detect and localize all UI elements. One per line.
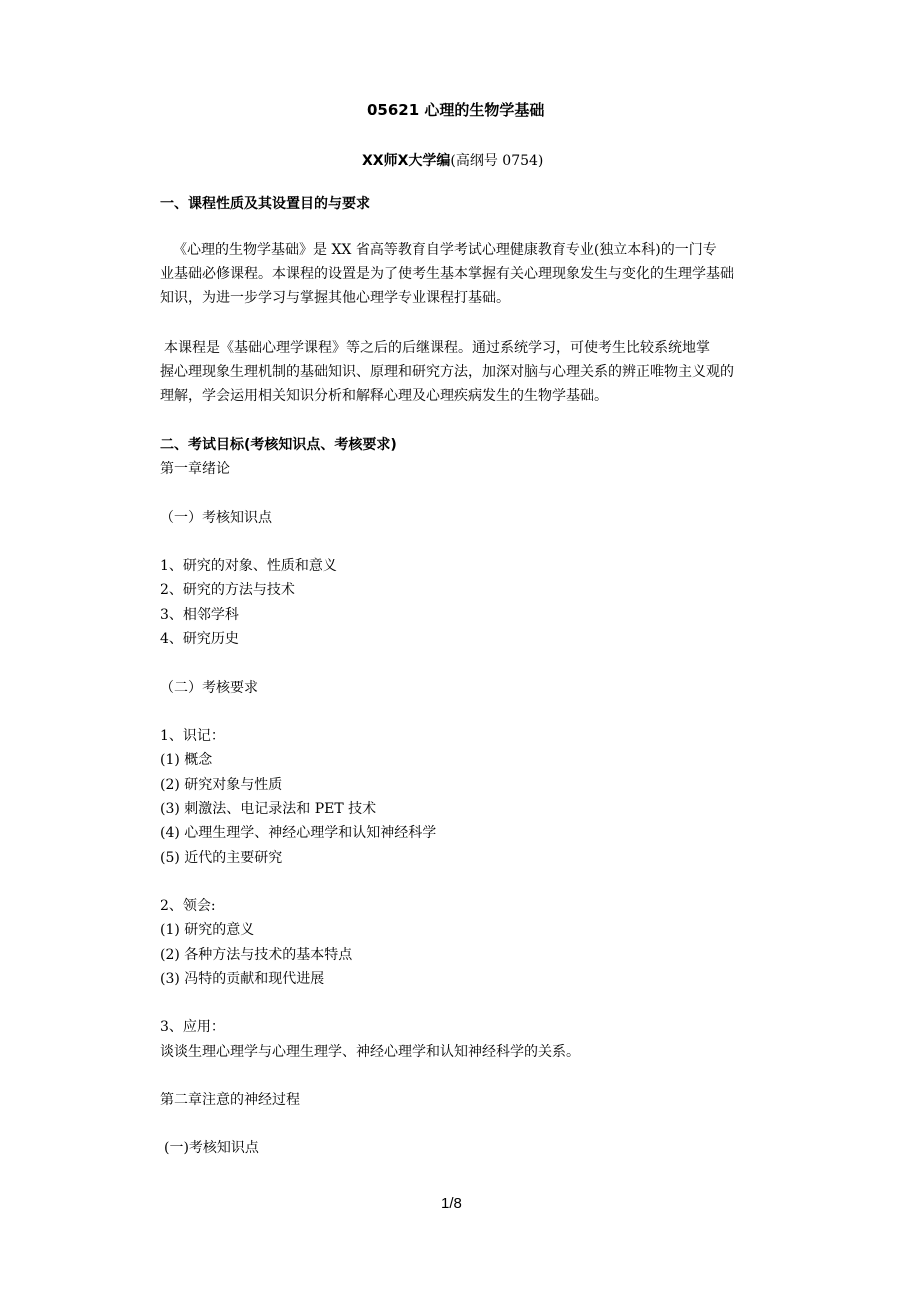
paragraph-line: 本课程是《基础心理学课程》等之后的后继课程。通过系统学习，可使考生比较系统地掌 (164, 340, 710, 356)
chapter1-req-heading: （二）考核要求 (160, 680, 258, 696)
page-number: 1/8 (441, 1195, 462, 1212)
chapter1-title: 第一章绪论 (160, 461, 230, 477)
understand-item: (3) 冯特的贡献和现代进展 (160, 971, 325, 987)
section1-paragraph-1 (160, 238, 785, 310)
document-subtitle (362, 151, 543, 171)
chapter2-title: 第二章注意的神经过程 (160, 1092, 300, 1108)
subtitle-code: (高纲号 0754) (450, 153, 544, 169)
kp-item: 1、研究的对象、性质和意义 (160, 558, 337, 574)
recall-heading: 1、识记： (160, 728, 225, 744)
kp-item: 2、研究的方法与技术 (160, 582, 295, 598)
section1-heading: 一、课程性质及其设置目的与要求 (160, 196, 370, 212)
recall-item: (3) 刺激法、电记录法和 PET 技术 (160, 801, 377, 817)
apply-heading: 3、应用： (160, 1019, 225, 1035)
understand-item: (1) 研究的意义 (160, 922, 255, 938)
understand-item: (2) 各种方法与技术的基本特点 (160, 947, 353, 963)
paragraph-line: 知识，为进一步学习与掌握其他心理学专业课程打基础。 (160, 290, 510, 306)
recall-item: (4) 心理生理学、神经心理学和认知神经科学 (160, 825, 437, 841)
document-title: 05621 心理的生物学基础 (367, 101, 545, 119)
understand-heading: 2、领会: (160, 898, 216, 914)
paragraph-line: 理解，学会运用相关知识分析和解释心理及心理疾病发生的生物学基础。 (160, 388, 608, 404)
section1-paragraph-2 (160, 336, 785, 408)
recall-item: (1) 概念 (160, 752, 213, 768)
paragraph-line: 《心理的生物学基础》是 XX 省高等教育自学考试心理健康教育专业(独立本科)的一门专 (173, 242, 717, 258)
section2-heading: 二、考试目标(考核知识点、考核要求) (160, 437, 397, 453)
subtitle-editor: XX师X大学编 (362, 153, 451, 169)
paragraph-line: 业基础必修课程。本课程的设置是为了使考生基本掌握有关心理现象发生与变化的生理学基础 (160, 266, 734, 282)
recall-item: (5) 近代的主要研究 (160, 850, 283, 866)
kp-item: 4、研究历史 (160, 631, 239, 647)
chapter1-kp-heading: （一）考核知识点 (160, 510, 272, 526)
apply-text: 谈谈生理心理学与心理生理学、神经心理学和认知神经科学的关系。 (160, 1044, 580, 1060)
paragraph-line: 握心理现象生理机制的基础知识、原理和研究方法，加深对脑与心理关系的辨正唯物主义观的 (160, 364, 734, 380)
kp-item: 3、相邻学科 (160, 607, 239, 623)
chapter2-kp-heading: (一)考核知识点 (164, 1140, 259, 1156)
recall-item: (2) 研究对象与性质 (160, 777, 283, 793)
